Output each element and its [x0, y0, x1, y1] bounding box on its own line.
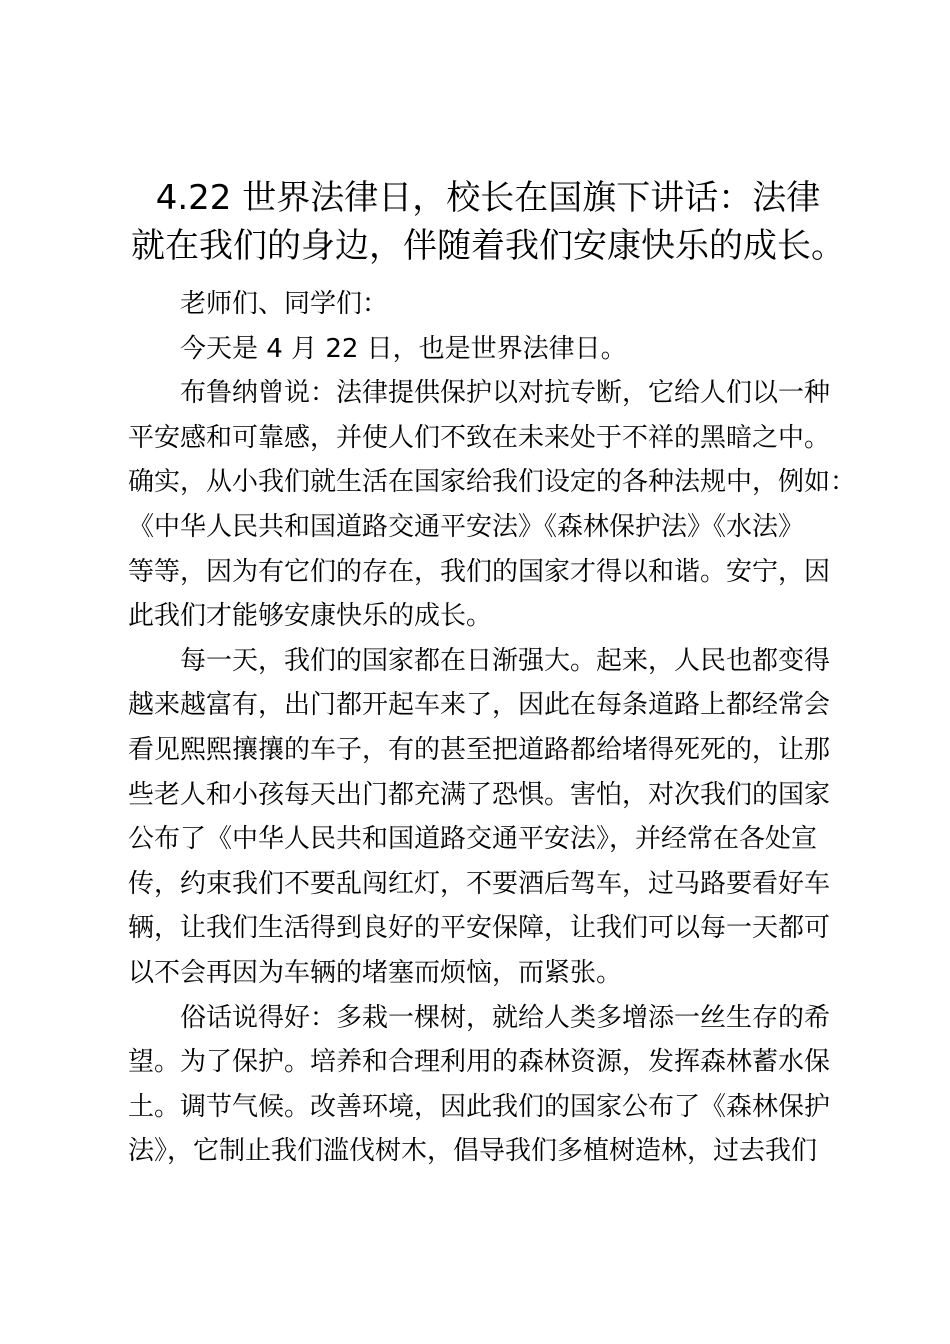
paragraph-line: 确实，从小我们就生活在国家给我们设定的各种法规中，例如：: [128, 467, 857, 498]
paragraph-line: 越来越富有，出门都开起车来了，因此在每条道路上都经常会: [128, 690, 831, 721]
paragraph-line: 此我们才能够安康快乐的成长。: [128, 601, 493, 632]
paragraph-line: 土。调节气候。改善环境，因此我们的国家公布了《森林保护: [128, 1091, 831, 1122]
paragraph-line: 今天是 4 月 22 日，也是世界法律日。: [180, 333, 627, 364]
paragraph-line: 布鲁纳曾说：法律提供保护以对抗专断，它给人们以一种: [180, 378, 831, 409]
paragraph-line: 法》，它制止我们滥伐树木，倡导我们多植树造林，过去我们: [128, 1136, 818, 1167]
paragraph-line: 看见熙熙攘攘的车子，有的甚至把道路都给堵得死死的，让那: [128, 734, 831, 765]
paragraph-line: 些老人和小孩每天出门都充满了恐惧。害怕，对次我们的国家: [128, 779, 831, 810]
paragraph-line: 每一天，我们的国家都在日渐强大。起来，人民也都变得: [180, 645, 831, 676]
title-line-1: 4.22 世界法律日，校长在国旗下讲话：法律: [155, 178, 821, 218]
paragraph-line: 平安感和可靠感，并使人们不致在未来处于不祥的黑暗之中。: [128, 422, 831, 453]
page-title: [128, 174, 848, 270]
paragraph-line: 公布了《中华人民共和国道路交通平安法》，并经常在各处宣: [128, 824, 818, 855]
paragraph-line: 传，约束我们不要乱闯红灯，不要酒后驾车，过马路要看好车: [128, 868, 831, 899]
paragraph-line: 等等，因为有它们的存在，我们的国家才得以和谐。安宁，因: [128, 556, 831, 587]
paragraph-line: 俗话说得好：多栽一棵树，就给人类多增添一丝生存的希: [180, 1002, 831, 1033]
speech-body: [128, 282, 857, 1174]
paragraph-line: 以不会再因为车辆的堵塞而烦恼，而紧张。: [128, 957, 623, 988]
title-line-2: 就在我们的身边，伴随着我们安康快乐的成长。: [131, 226, 845, 266]
paragraph-line: 《中华人民共和国道路交通平安法》《森林保护法》《水法》: [128, 511, 805, 542]
greeting-line: 老师们、同学们：: [180, 289, 389, 319]
paragraph-line: 望。为了保护。培养和合理利用的森林资源，发挥森林蓄水保: [128, 1047, 831, 1078]
paragraph-line: 辆，让我们生活得到良好的平安保障，让我们可以每一天都可: [128, 913, 831, 944]
